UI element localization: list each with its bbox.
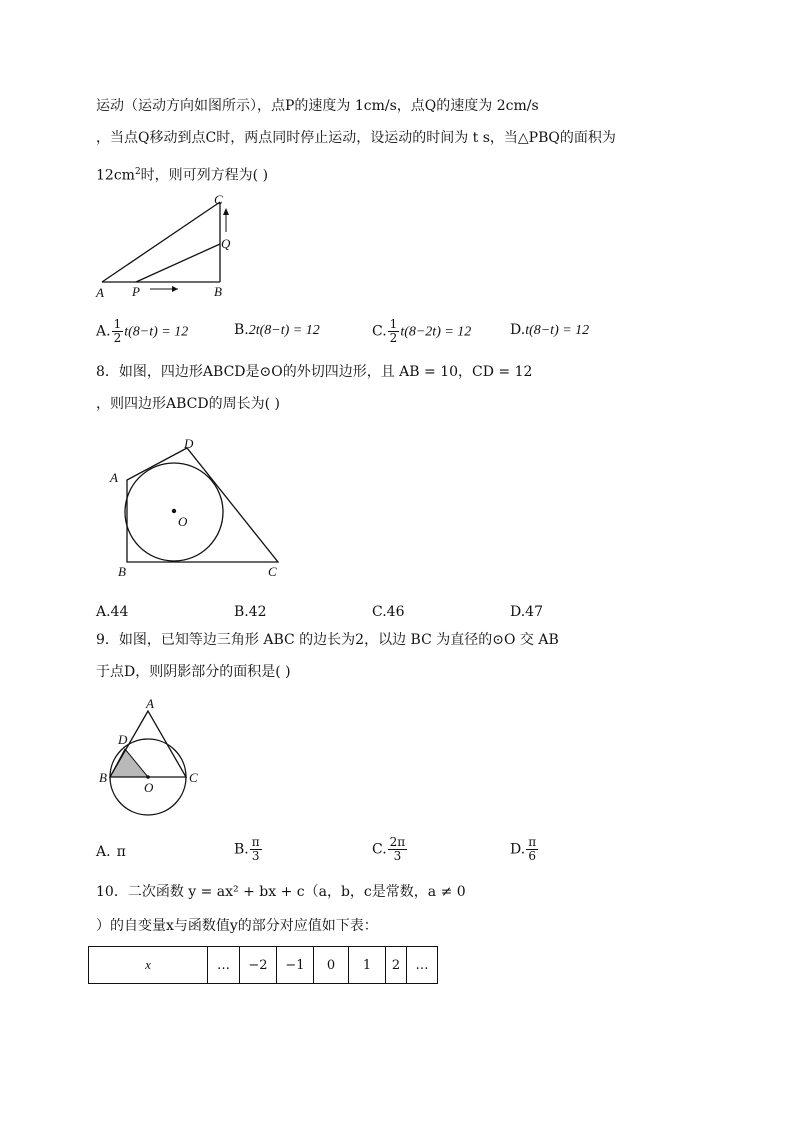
q9-option-b[interactable]: B. $\frac{\pi}{3}$ bbox=[234, 835, 260, 863]
q7-label-a: A bbox=[96, 285, 104, 300]
q9-option-a[interactable]: A. π bbox=[96, 844, 126, 860]
table-cell: 0 bbox=[314, 947, 349, 984]
q9-label-o: O bbox=[144, 780, 154, 795]
q7-option-c[interactable]: C. $\frac{1}{2}$ t(8−2t) = 12 bbox=[372, 317, 472, 345]
table-cell: 2 bbox=[386, 947, 407, 984]
q10-text-line2: ）的自变量x与函数值y的部分对应值如下表： bbox=[96, 918, 378, 934]
q7-text-line3: $12cm^2$时，则可列方程为( ) bbox=[96, 167, 269, 184]
q8-label-b: B bbox=[118, 564, 126, 579]
table-cell: … bbox=[407, 947, 438, 984]
q9-label-b: B bbox=[99, 770, 107, 785]
q10-text-line1: 10．二次函数 y = ax² + bx + c（a，b，c是常数，a ≠ 0 bbox=[96, 884, 466, 900]
q7-figure bbox=[90, 192, 250, 302]
q7-label-q: Q bbox=[221, 236, 231, 251]
q8-figure bbox=[100, 432, 300, 582]
q9-figure bbox=[92, 694, 222, 824]
q9-label-a: A bbox=[146, 696, 154, 711]
q8-label-o: O bbox=[178, 514, 188, 529]
q9-option-c[interactable]: C. $\frac{2\pi}{3}$ bbox=[372, 835, 406, 863]
q8-option-a[interactable]: A.44 bbox=[96, 604, 129, 620]
q9-option-d[interactable]: D. $\frac{\pi}{6}$ bbox=[510, 835, 537, 863]
q8-label-a: A bbox=[110, 470, 118, 485]
table-row bbox=[89, 947, 438, 984]
q8-option-d[interactable]: D.47 bbox=[510, 604, 543, 620]
q7-option-b[interactable]: B.2t(8−t) = 12 bbox=[234, 322, 320, 338]
table-cell: x bbox=[89, 947, 208, 984]
q8-label-c: C bbox=[268, 564, 277, 579]
q8-option-b[interactable]: B.42 bbox=[234, 604, 267, 620]
q8-text-line2: ，则四边形ABCD的周长为( ) bbox=[96, 396, 280, 412]
q8-label-d: D bbox=[184, 436, 194, 451]
q9-label-c: C bbox=[189, 770, 198, 785]
q9-label-d: D bbox=[118, 732, 128, 747]
q7-label-c: C bbox=[214, 192, 223, 207]
q7-text-line1: 运动（运动方向如图所示），点P的速度为 1cm/s，点Q的速度为 2cm/s bbox=[96, 98, 539, 114]
q9-text-line2: 于点D，则阴影部分的面积是( ) bbox=[96, 664, 291, 680]
q8-text-line1: 8．如图，四边形ABCD是⊙O的外切四边形，且 AB = 10，CD = 12 bbox=[96, 364, 533, 380]
q7-label-p: P bbox=[132, 284, 140, 299]
q10-value-table bbox=[88, 946, 438, 984]
q7-text-line2: ，当点Q移动到点C时，两点同时停止运动，设运动的时间为 t s，当△PBQ的面积为 bbox=[96, 130, 616, 146]
q7-label-b: B bbox=[214, 284, 222, 299]
q8-option-c[interactable]: C.46 bbox=[372, 604, 405, 620]
q7-option-d[interactable]: D.t(8−t) = 12 bbox=[510, 322, 590, 338]
q9-text-line1: 9．如图，已知等边三角形 ABC 的边长为2，以边 BC 为直径的⊙O 交 AB bbox=[96, 632, 559, 648]
table-cell: … bbox=[208, 947, 240, 984]
table-cell: −2 bbox=[240, 947, 277, 984]
q7-option-a[interactable]: A. $\frac{1}{2}$ t(8−t) = 12 bbox=[96, 317, 189, 345]
table-cell: −1 bbox=[277, 947, 314, 984]
table-cell: 1 bbox=[349, 947, 386, 984]
